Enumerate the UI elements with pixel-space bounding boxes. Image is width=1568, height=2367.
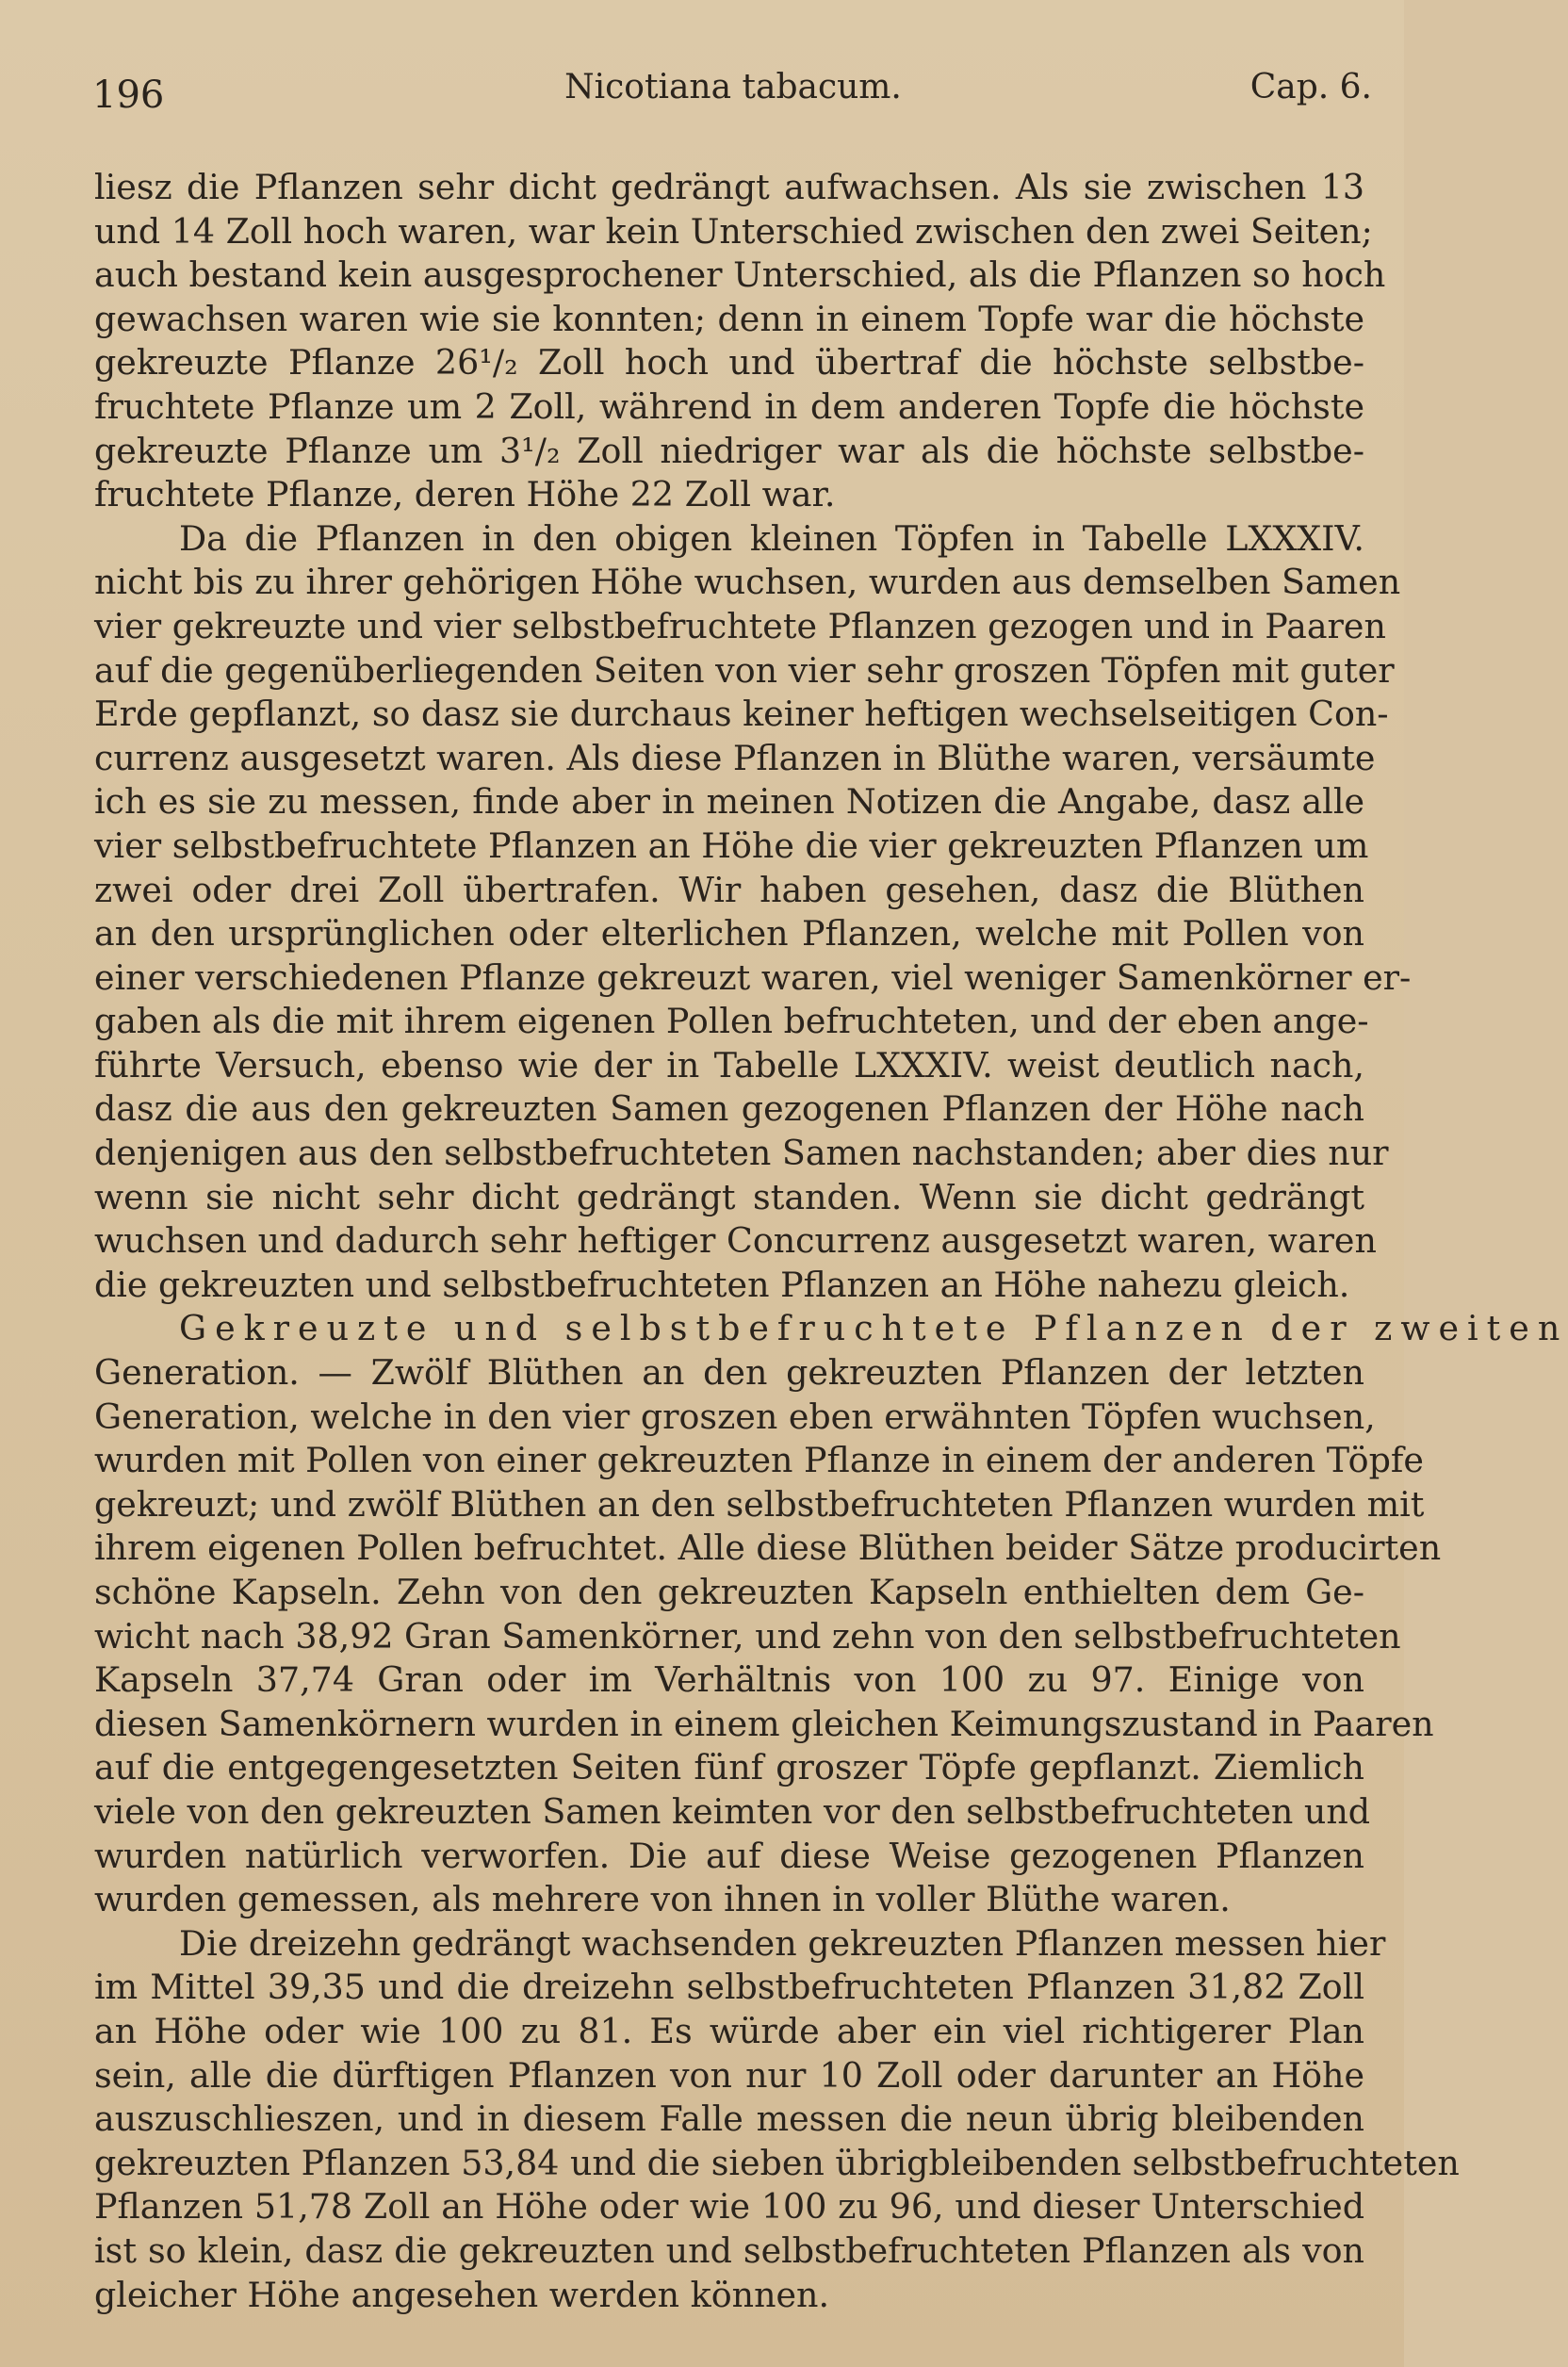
text-line: vier gekreuzte und vier selbstbefruchtete Pflanzen gezogen und in Paaren [94, 605, 1386, 646]
text-line: gleicher Höhe angesehen werden können. [94, 2274, 830, 2315]
text-line: gekreuzten Pflanzen 53,84 und die sieben übrigbleibenden selbstbefruchteten [94, 2142, 1460, 2183]
text-line: Generation, welche in den vier groszen eben erwähnten Töpfen wuchsen, [94, 1396, 1376, 1437]
text-line: und 14 Zoll hoch waren, war kein Unterschied zwischen den zwei Seiten; [94, 210, 1373, 252]
page-number: 196 [92, 73, 165, 117]
text-line: dasz die aus den gekreuzten Samen gezogenen Pflanzen der Höhe nach [94, 1088, 1364, 1130]
text-line: im Mittel 39,35 und die dreizehn selbstbefruchteten Pflanzen 31,82 Zoll [94, 1967, 1364, 2008]
text-line: wurden gemessen, als mehrere von ihnen in voller Blüthe waren. [94, 1879, 1231, 1920]
text-line: wuchsen und dadurch sehr heftiger Concurrenz ausgesetzt waren, waren [94, 1220, 1377, 1262]
text-line: Da die Pflanzen in den obigen kleinen Töpfen in Tabelle LXXXIV. [179, 517, 1364, 559]
text-line: ihrem eigenen Pollen befruchtet. Alle diese Blüthen beider Sätze producirten [94, 1527, 1442, 1569]
text-line: an den ursprünglichen oder elterlichen Pflanzen, welche mit Pollen von [94, 913, 1364, 955]
text-line: ist so klein, dasz die gekreuzten und selbstbefruchteten Pflanzen als von [94, 2229, 1364, 2271]
text-line: die gekreuzten und selbstbefruchteten Pflanzen an Höhe nahezu gleich. [94, 1264, 1350, 1305]
running-title: Nicotiana tabacum. [564, 68, 902, 106]
text-line: an Höhe oder wie 100 zu 81. Es würde aber ein viel richtigerer Plan [94, 2010, 1364, 2051]
text-line: auch bestand kein ausgesprochener Unterschied, als die Pflanzen so hoch [94, 254, 1386, 296]
text-line: viele von den gekreuzten Samen keimten vor den selbstbefruchteten und [94, 1790, 1371, 1832]
text-line: denjenigen aus den selbstbefruchteten Samen nachstanden; aber dies nur [94, 1133, 1389, 1174]
text-line: currenz ausgesetzt waren. Als diese Pflanzen in Blüthe waren, versäumte [94, 737, 1376, 778]
text-line: ich es sie zu messen, finde aber in meinen Notizen die Angabe, dasz alle [94, 781, 1364, 823]
text-line: wenn sie nicht sehr dicht gedrängt standen. Wenn sie dicht gedrängt [94, 1176, 1364, 1217]
text-line: auszuschlieszen, und in diesem Falle messen die neun übrig bleibenden [94, 2098, 1364, 2140]
text-line: fruchtete Pflanze um 2 Zoll, während in dem anderen Topfe die höchste [94, 385, 1364, 427]
text-line: vier selbstbefruchtete Pflanzen an Höhe die vier gekreuzten Pflanzen um [94, 824, 1369, 866]
text-line: wicht nach 38,92 Gran Samenkörner, und zehn von den selbstbefruchteten [94, 1615, 1401, 1657]
text-line: liesz die Pflanzen sehr dicht gedrängt aufwachsen. Als sie zwischen 13 [94, 167, 1364, 207]
text-line: nicht bis zu ihrer gehörigen Höhe wuchsen, wurden aus demselben Samen [94, 562, 1401, 603]
text-line: sein, alle die dürftigen Pflanzen von nur 10 Zoll oder darunter an Höhe [94, 2054, 1364, 2096]
text-line: Kapseln 37,74 Gran oder im Verhältnis von 100 zu 97. Einige von [94, 1659, 1364, 1701]
text-line: Pflanzen 51,78 Zoll an Höhe oder wie 100 zu 96, und dieser Unterschied [94, 2186, 1364, 2228]
text-line: gekreuzt; und zwölf Blüthen an den selbstbefruchteten Pflanzen wurden mit [94, 1483, 1425, 1525]
text-line: Generation. — Zwölf Blüthen an den gekreuzten Pflanzen der letzten [94, 1352, 1364, 1394]
text-line: auf die gegenüberliegenden Seiten von vier sehr groszen Töpfen mit guter [94, 649, 1395, 691]
chapter-label: Cap. 6. [1250, 68, 1372, 106]
text-line: fruchtete Pflanze, deren Höhe 22 Zoll war. [94, 474, 836, 515]
text-line: auf die entgegengesetzten Seiten fünf groszer Töpfe gepflanzt. Ziemlich [94, 1747, 1364, 1788]
text-line: wurden natürlich verworfen. Die auf diese Weise gezogenen Pflanzen [94, 1835, 1364, 1876]
text-line: schöne Kapseln. Zehn von den gekreuzten Kapseln enthielten dem Ge- [94, 1572, 1364, 1612]
text-line: gaben als die mit ihrem eigenen Pollen befruchteten, und der eben ange- [94, 1001, 1369, 1042]
page-header [92, 68, 1374, 124]
text-line: einer verschiedenen Pflanze gekreuzt waren, viel weniger Samenkörner er- [94, 956, 1412, 998]
text-line: gekreuzte Pflanze 26¹/₂ Zoll hoch und übertraf die höchste selbstbe- [94, 342, 1364, 384]
text-line: gekreuzte Pflanze um 3¹/₂ Zoll niedriger war als die höchste selbstbe- [94, 430, 1364, 471]
text-line: Erde gepflanzt, so dasz sie durchaus keiner heftigen wechselseitigen Con- [94, 694, 1389, 735]
text-line: Gekreuzte und selbstbefruchtete Pflanzen der zweiten [179, 1308, 1568, 1349]
body-text [94, 166, 1568, 2317]
text-line: diesen Samenkörnern wurden in einem gleichen Keimungszustand in Paaren [94, 1703, 1434, 1744]
text-line: wurden mit Pollen von einer gekreuzten Pflanze in einem der anderen Töpfe [94, 1440, 1424, 1481]
text-line: zwei oder drei Zoll übertrafen. Wir haben gesehen, dasz die Blüthen [94, 869, 1364, 910]
text-line: gewachsen waren wie sie konnten; denn in einem Topfe war die höchste [94, 298, 1364, 339]
text-line: führte Versuch, ebenso wie der in Tabelle LXXXIV. weist deutlich nach, [94, 1044, 1364, 1086]
text-line: Die dreizehn gedrängt wachsenden gekreuzten Pflanzen messen hier [179, 1922, 1386, 1964]
